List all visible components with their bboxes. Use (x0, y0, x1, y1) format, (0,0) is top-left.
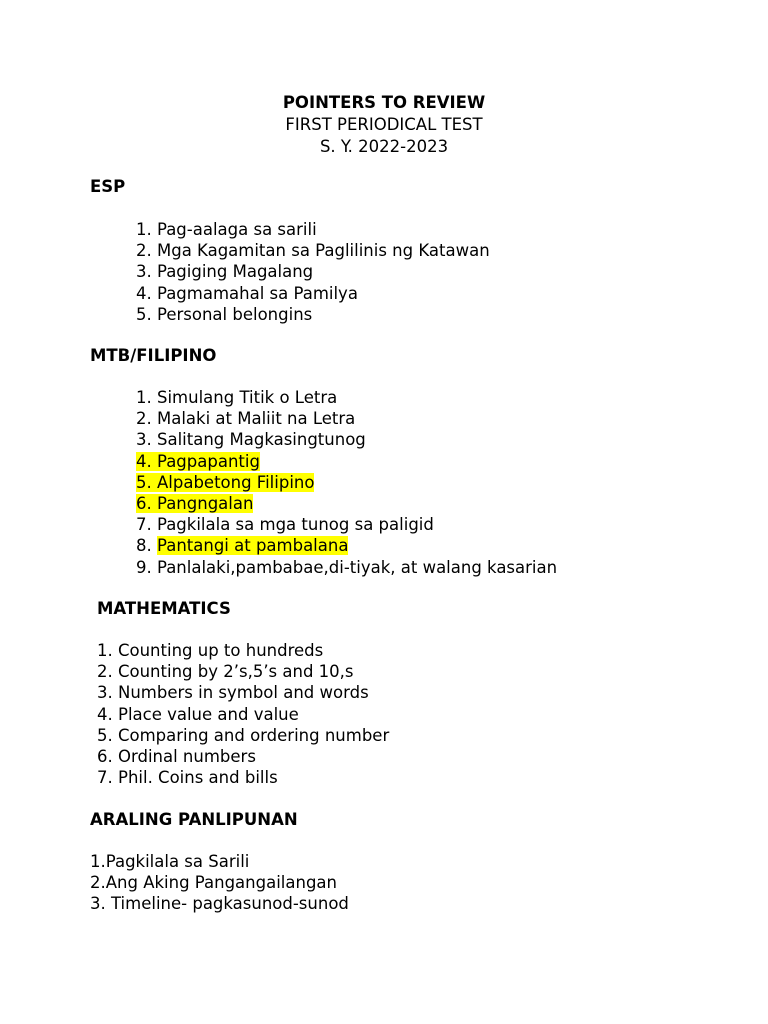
list-item: 3. Numbers in symbol and words (97, 683, 369, 703)
list-item: 5. Personal belongins (136, 304, 313, 324)
section-heading-araling-panlipunan: ARALING PANLIPUNAN (90, 810, 298, 829)
highlighted-text: 4. Pagpapantig (136, 451, 260, 471)
list-item: 6. Ordinal numbers (97, 746, 256, 766)
list-number: 8. (136, 536, 157, 556)
list-item: 4. Pagmamahal sa Pamilya (136, 283, 358, 303)
mtb-filipino-list (136, 387, 557, 578)
highlighted-text: Pantangi at pambalana (157, 536, 349, 556)
list-item: 2. Malaki at Maliit na Letra (136, 409, 356, 429)
list-item: 4. Place value and value (97, 704, 299, 724)
list-item-highlighted (136, 493, 557, 514)
school-year: S. Y. 2022-2023 (319, 137, 449, 156)
list-item: 1.Pagkilala sa Sarili (90, 852, 250, 871)
section-heading-mtb-filipino: MTB/FILIPINO (90, 346, 217, 365)
list-item: 2.Ang Aking Pangangailangan (90, 873, 337, 893)
list-item: 1. Pag-aalaga sa sarili (136, 220, 317, 239)
document-header (0, 92, 768, 158)
esp-list (136, 219, 490, 325)
list-item-highlighted (136, 472, 557, 493)
list-item: 7. Phil. Coins and bills (97, 768, 278, 788)
list-item: 1. Simulang Titik o Letra (136, 388, 338, 407)
list-item: 3. Pagiging Magalang (136, 262, 314, 282)
list-item: 5. Comparing and ordering number (97, 725, 390, 745)
list-item-partially-highlighted (136, 535, 557, 556)
list-item: 1. Counting up to hundreds (97, 641, 324, 660)
list-item: 7. Pagkilala sa mga tunog sa paligid (136, 515, 434, 535)
list-item-highlighted (136, 451, 557, 472)
list-item: 2. Counting by 2’s,5’s and 10,s (97, 662, 354, 682)
araling-panlipunan-list (90, 851, 349, 915)
list-item: 3. Timeline- pagkasunod-sunod (90, 894, 349, 914)
page-title: POINTERS TO REVIEW (282, 93, 486, 112)
highlighted-text: 5. Alpabetong Filipino (136, 472, 315, 492)
list-item: 2. Mga Kagamitan sa Paglilinis ng Katawan (136, 241, 490, 261)
list-item: 3. Salitang Magkasingtunog (136, 430, 366, 450)
section-heading-mathematics: MATHEMATICS (97, 599, 231, 618)
list-item: 9. Panlalaki,pambabae,di-tiyak, at walang kasarian (136, 557, 558, 577)
mathematics-list (97, 640, 389, 788)
section-heading-esp: ESP (90, 177, 126, 196)
page-subtitle: FIRST PERIODICAL TEST (285, 115, 483, 134)
highlighted-text: 6. Pangngalan (136, 493, 254, 513)
